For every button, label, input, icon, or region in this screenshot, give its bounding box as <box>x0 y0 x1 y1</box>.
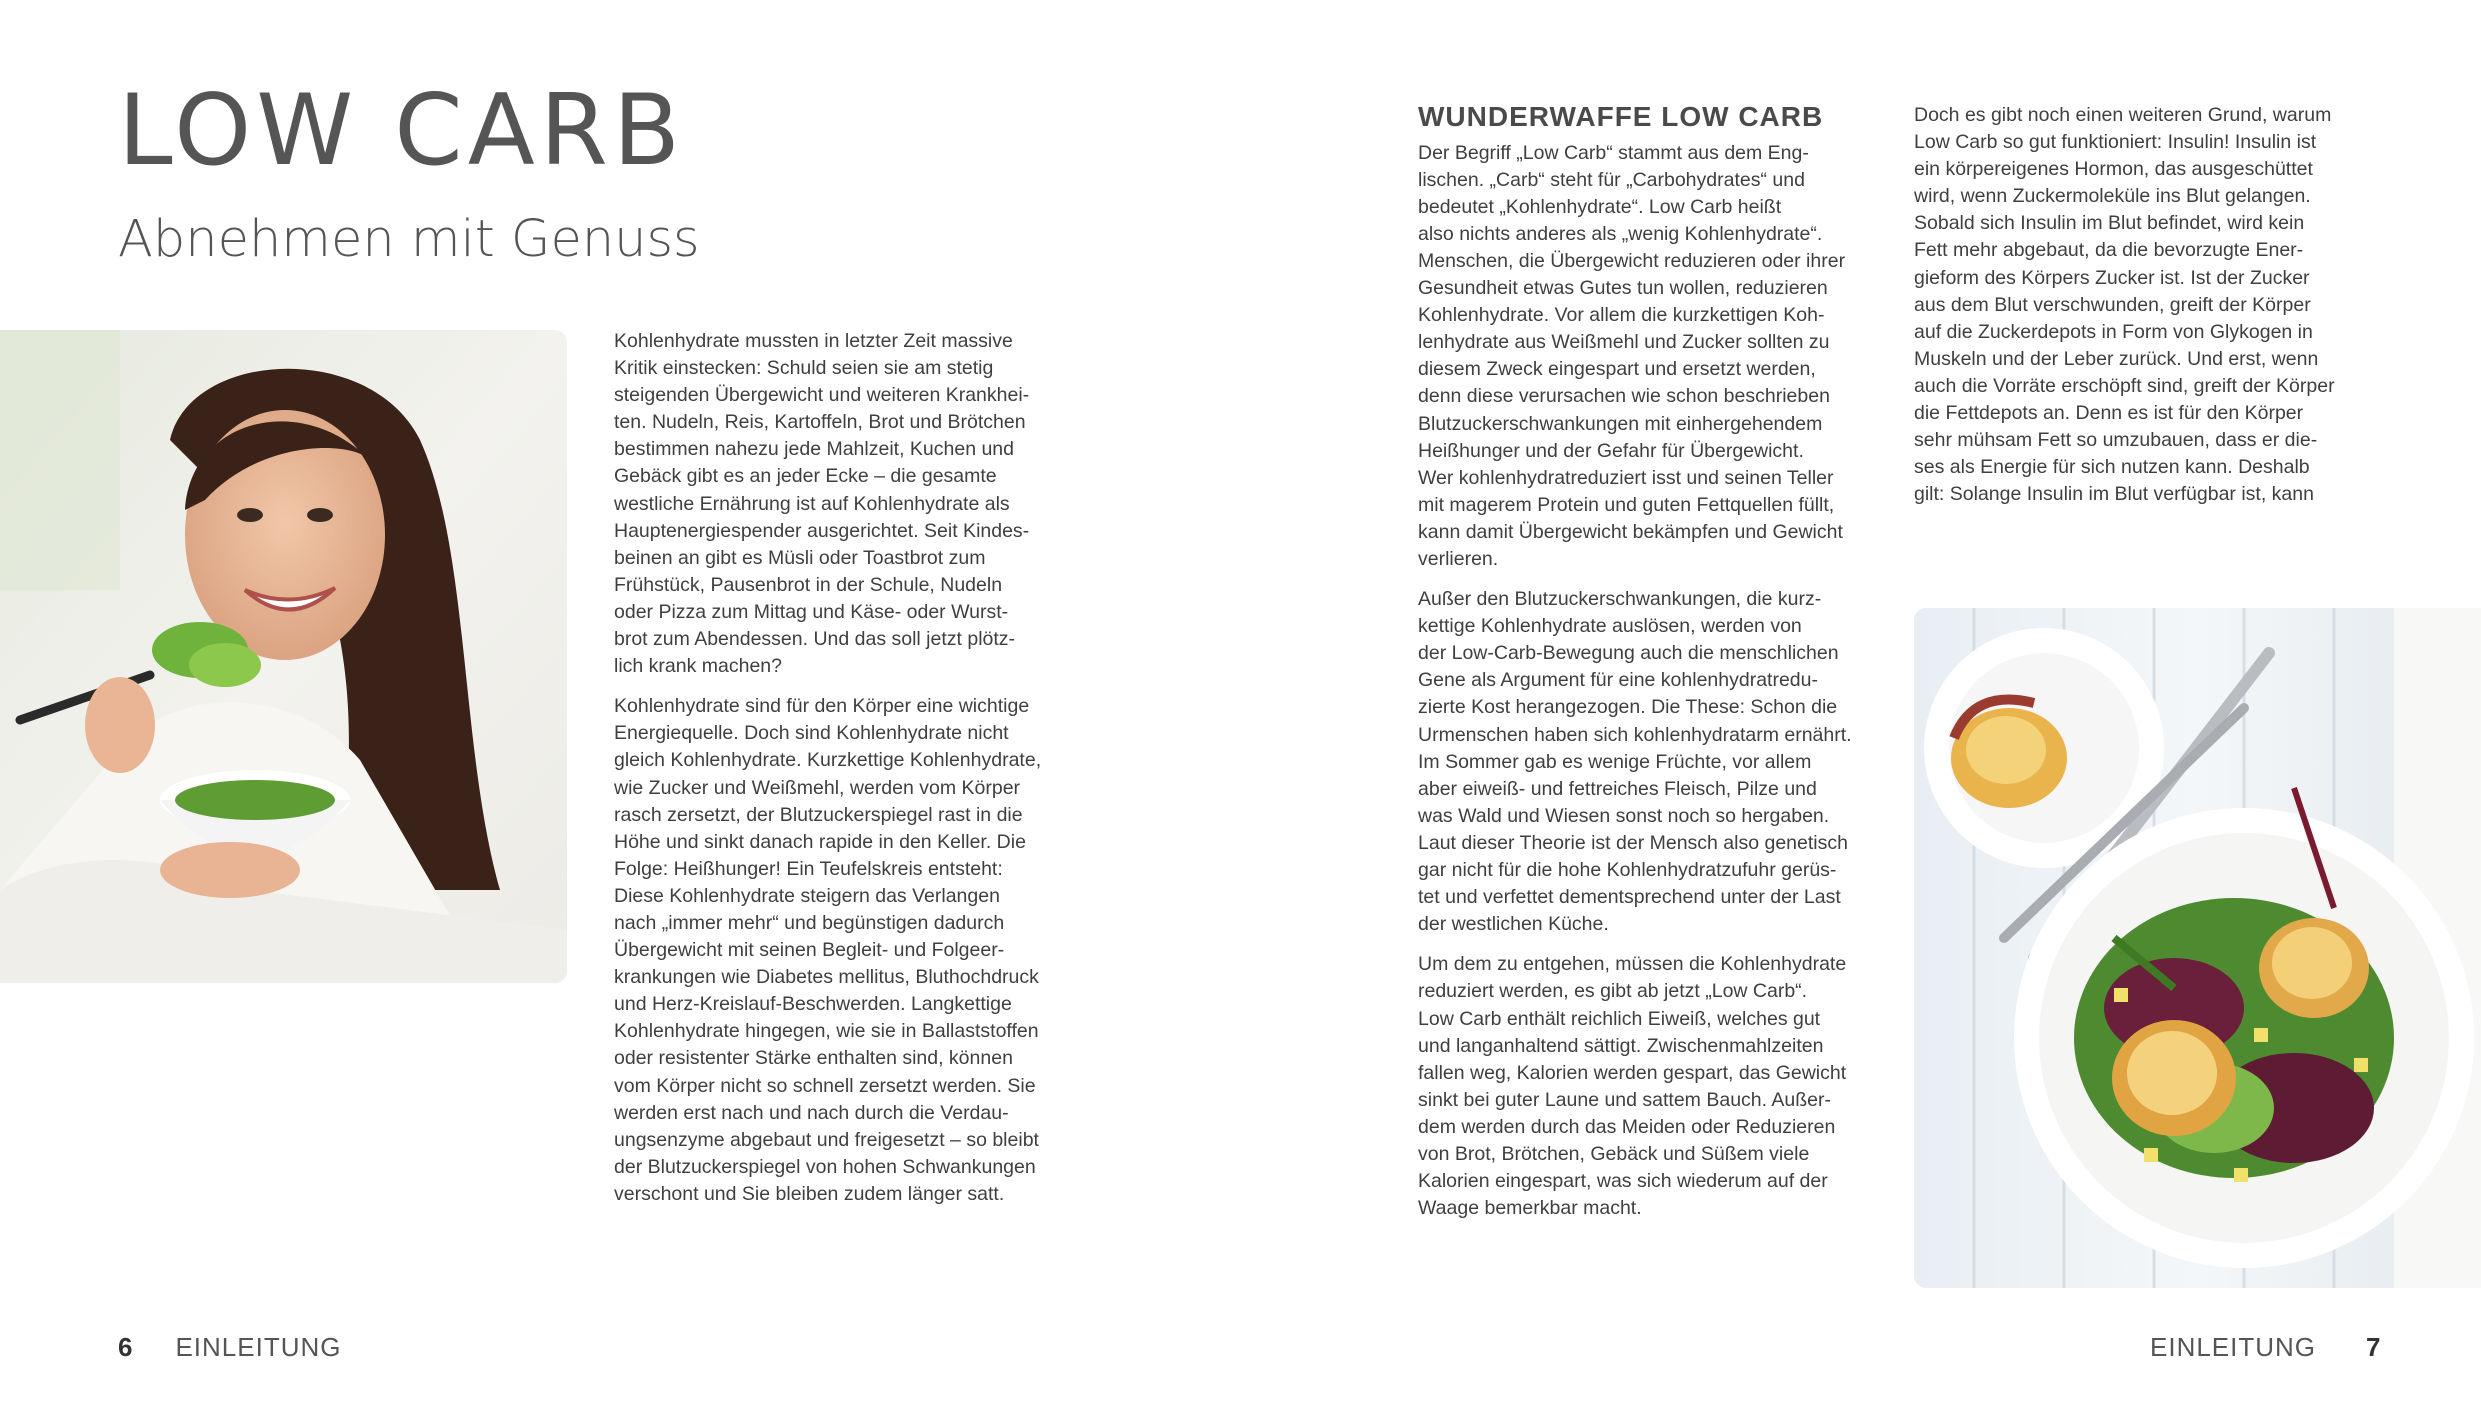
woman-eating-salad-photo <box>0 330 567 983</box>
section-label-right: EINLEITUNG <box>2150 1332 2317 1362</box>
page-number-right: 7 <box>2366 1332 2382 1362</box>
article-column-b <box>1914 102 2374 521</box>
body-paragraph: Kohlenhydrate sind für den Körper eine wichtige Energiequelle. Doch sind Kohlenhydrate nicht gleich Kohlenhydrate. Kurzkettige Kohlenhydrate, wie Zucker und Weißmehl, werden vom Körper rasch zersetzt, der Blutzuckerspiegel rast in die Höhe und sinkt danach rapide in den Keller. Die Folge: Heißhunger! Ein Teufelskreis entsteht: Diese Kohlenhydrate steigern das Verlangen nach „immer mehr“ und begünstigen dadurch Übergewicht mit seinen Begleit- und Folgeer- krankungen wie Diabetes mellitus, Bluthochdruck und Herz-Kreislauf-Beschwerden. Langkettige Kohlenhydrate hingegen, wie sie in Ballaststoffen oder resistenter Stärke enthalten sind, können vom Körper nicht so schnell zersetzt werden. Sie werden erst nach und nach durch die Verdau- ungsenzyme abgebaut und freigesetzt – so bleibt der Blutzuckerspiegel von hohen Schwankungen verschont und Sie bleiben zudem länger satt. <box>614 695 1042 1205</box>
footer-left <box>118 1334 342 1360</box>
intro-column <box>614 328 1074 1221</box>
body-paragraph: Doch es gibt noch einen weiteren Grund, warum Low Carb so gut funktioniert: Insulin! Insulin ist ein körpereigenes Hormon, das ausgeschüttet wird, wenn Zuckermoleküle ins Blut gelangen. Sobald sich Insulin im Blut befindet, wird kein Fett mehr abgebaut, da die bevorzugte Ener- gieform des Körpers Zucker ist. Ist der Zucker aus dem Blut verschwunden, greift der Körper auf die Zuckerdepots in Form von Glykogen in Muskeln und der Leber zurück. Und erst, wenn auch die Vorräte erschöpft sind, greift der Körper die Fettdepots an. Denn es ist für den Körper sehr mühsam Fett so umzubauen, dass er die- ses als Energie für sich nutzen kann. Deshalb gilt: Solange Insulin im Blut verfügbar ist, kann <box>1914 104 2335 506</box>
page-number-left: 6 <box>118 1332 134 1362</box>
body-paragraph: Um dem zu entgehen, müssen die Kohlenhydrate reduziert werden, es gibt ab jetzt „Low Carb“. Low Carb enthält reichlich Eiweiß, welches gut und langanhaltend sättigt. Zwischenmahlzeiten fallen weg, Kalorien werden gespart, das Gewicht sinkt bei guter Laune und sattem Bauch. Außer- dem werden durch das Meiden oder Reduzieren von Brot, Brötchen, Gebäck und Süßem viele Kalorien eingespart, was sich wiederum auf der Waage bemerkbar macht. <box>1418 953 1847 1220</box>
section-heading: WUNDERWAFFE LOW CARB <box>1418 101 1824 132</box>
footer-right <box>2150 1334 2382 1360</box>
body-paragraph: Außer den Blutzuckerschwankungen, die kurz- kettige Kohlenhydrate auslösen, werden von der Low-Carb-Bewegung auch die menschlichen Gene als Argument für eine kohlenhydratredu- zierte Kost herangezogen. Die These: Schon die Urmenschen haben sich kohlenhydratarm ernährt. Im Sommer gab es wenige Früchte, vor allem aber eiweiß- und fettreiches Fleisch, Pilze und was Wald und Wiesen sonst noch so hergaben. Laut dieser Theorie ist der Mensch also genetisch gar nicht für die hohe Kohlenhydratzufuhr gerüs- tet und verfettet dementsprechend unter der Last der westlichen Küche. <box>1418 588 1852 936</box>
body-paragraph: Kohlenhydrate mussten in letzter Zeit massive Kritik einstecken: Schuld seien sie am stetig steigenden Übergewicht und weiteren Krankhei- ten. Nudeln, Reis, Kartoffeln, Brot und Brötchen bestimmen nahezu jede Mahlzeit, Kuchen und Gebäck gibt es an jeder Ecke – die gesamte westliche Ernährung ist auf Kohlenhydrate als Hauptenergiespender ausgerichtet. Seit Kindes- beinen an gibt es Müsli oder Toastbrot zum Frühstück, Pausenbrot in der Schule, Nudeln oder Pizza zum Mittag und Käse- oder Wurst- brot zum Abendessen. Und das soll jetzt plötz- lich krank machen? <box>614 330 1030 678</box>
page-title: LOW CARB <box>118 74 686 188</box>
section-label-left: EINLEITUNG <box>175 1332 342 1362</box>
body-paragraph: Der Begriff „Low Carb“ stammt aus dem Eng- lischen. „Carb“ steht für „Carbohydrates“ und bedeutet „Kohlenhydrate“. Low Carb heißt also nichts anderes als „wenig Kohlenhydrate“. Menschen, die Übergewicht reduzieren oder ihrer Gesundheit etwas Gutes tun wollen, reduzieren Kohlenhydrate. Vor allem die kurzkettigen Koh- lenhydrate aus Weißmehl und Zucker sollten zu diesem Zweck eingespart und ersetzt werden, denn diese verursachen wie schon beschrieben Blutzuckerschwankungen mit einhergehendem Heißhunger und der Gefahr für Übergewicht. Wer kohlenhydratreduziert isst und seinen Teller mit magerem Protein und guten Fettquellen füllt, kann damit Übergewicht bekämpfen und Gewicht verlieren. <box>1418 141 1846 570</box>
article-column-a <box>1418 100 1888 1235</box>
page-subtitle: Abnehmen mit Genuss <box>118 210 700 269</box>
salad-plate-photo <box>1914 608 2481 1288</box>
